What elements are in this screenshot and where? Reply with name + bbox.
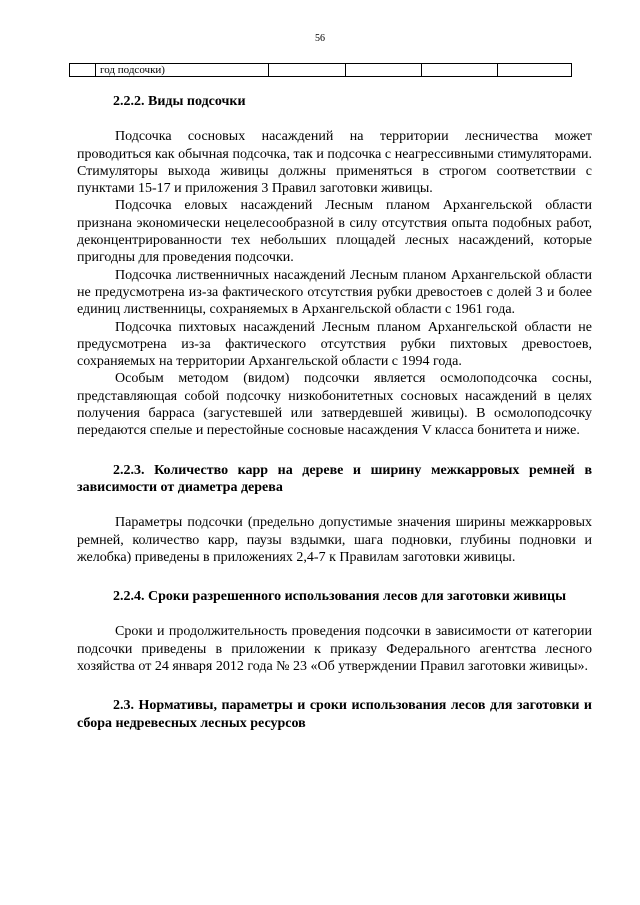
section-heading: 2.2.4. Сроки разрешенного использования лесов для заготовки живицы	[113, 589, 567, 605]
table-cell	[498, 64, 572, 77]
paragraph: Подсочка лиственничных насаждений Лесным планом Архангельской области не предусмотрена из-за фактического отсутствия рубки древостоев с долей 3 и более единиц лиственницы, сохраняемых в Архангельской области с 1961 года.	[77, 267, 592, 318]
table-cell	[346, 64, 422, 77]
table-cell: год подсочки)	[96, 64, 269, 77]
paragraph: Подсочка сосновых насаждений на территории лесничества может проводиться как обычная подсочка, так и подсочка с неагрессивными стимуляторами. Стимуляторы выхода живицы должны применяться в строгом соответствии с пунктами 15-17 и приложения 3 Правил заготовки живицы.	[77, 129, 592, 197]
paragraph: Сроки и продолжительность проведения подсочки в зависимости от категории подсочки приведены в приложении к приказу Федерального агентства лесного хозяйства от 24 января 2012 года № 23 «Об утверждении Правил заготовки живицы».	[77, 624, 592, 675]
paragraph: Особым методом (видом) подсочки является осмолоподсочка сосны, представляющая собой подсочку низкобонитетных сосновых насаждений в целях получения барраса (загустевшей или затвердевшей живицы). В осмолоподсочку передаются спелые и перестойные сосновые насаждения V класса бонитета и ниже.	[77, 371, 592, 439]
paragraph: Подсочка еловых насаждений Лесным планом Архангельской области признана экономически нецелесообразной в силу отсутствия опыта подобных работ, деконцентрированности тех небольших площадей лесных насаждений, которые пригодны для проведения подсочки.	[77, 198, 592, 266]
table-cell	[422, 64, 498, 77]
paragraph: Параметры подсочки (предельно допустимые значения ширины межкарровых ремней, количество карр, паузы вздымки, шага подновки, глубины подновки и желобка) приведены в приложениях 2,4-7 к Правилам заготовки живицы.	[77, 515, 592, 565]
section-heading: 2.2.3. Количество карр на дереве и ширину межкарровых ремней в зависимости от диаметра дерева	[77, 462, 592, 495]
page-number: 56	[315, 33, 325, 44]
continuation-table	[69, 63, 572, 77]
table-cell	[269, 64, 346, 77]
section-heading: 2.2.2. Виды подсочки	[113, 94, 246, 109]
paragraph: Подсочка пихтовых насаждений Лесным планом Архангельской области не предусмотрена из-за фактического отсутствия рубки пихтовых древостоев, сохраняемых на территории Архангельской области с 1994 года.	[77, 319, 592, 370]
table-cell	[70, 64, 96, 77]
document-body	[77, 93, 592, 732]
table-row	[70, 64, 572, 77]
section-heading: 2.3. Нормативы, параметры и сроки использования лесов для заготовки и сбора недревесных лесных ресурсов	[77, 698, 592, 731]
